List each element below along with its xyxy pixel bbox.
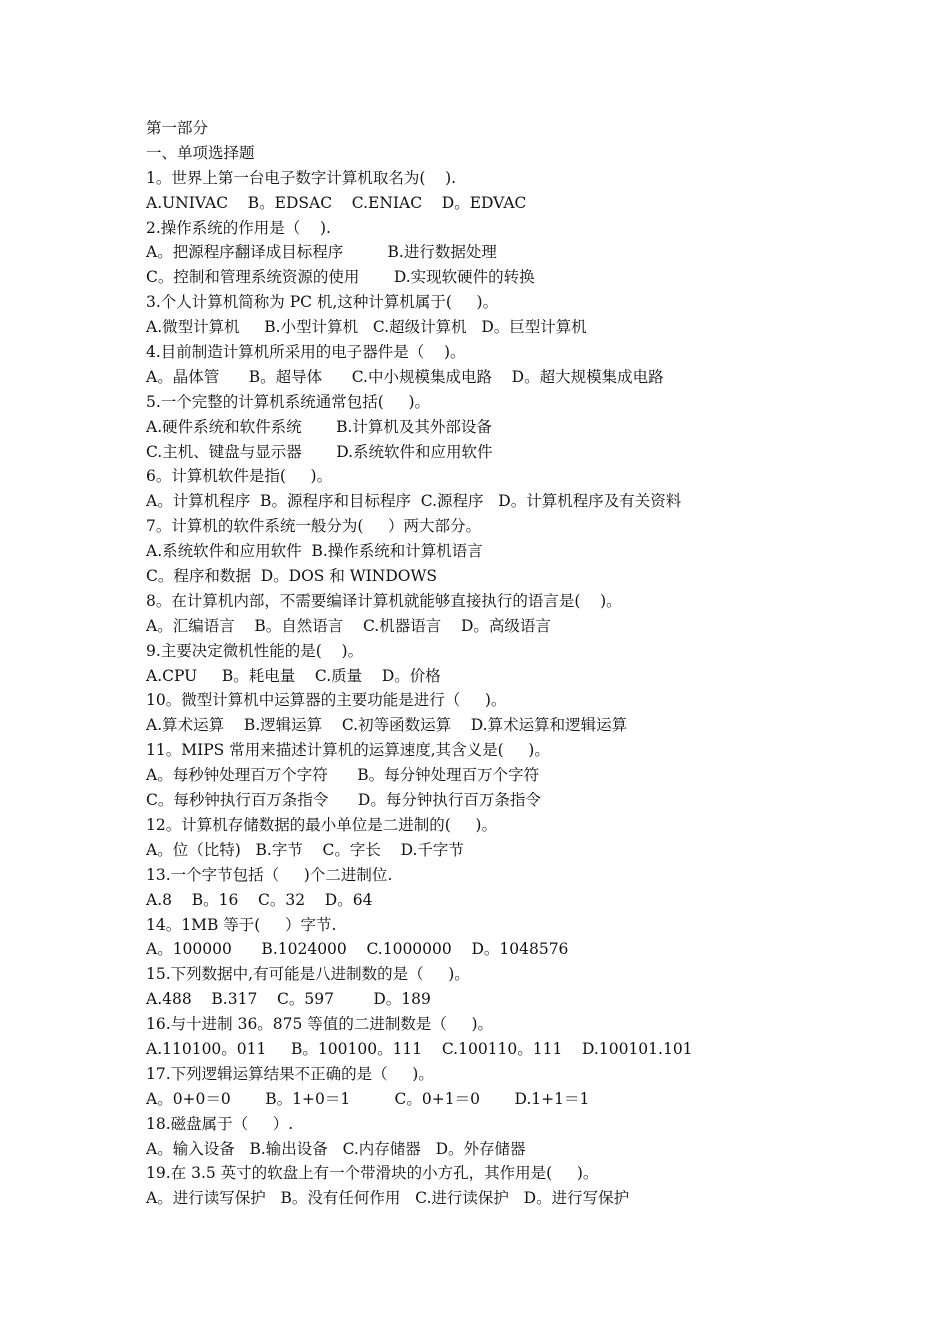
document-page xyxy=(146,116,906,1211)
answer-options-line: A。输入设备 B.输出设备 C.内存储器 D。外存储器 xyxy=(146,1139,526,1158)
answer-options-line: A.8 B。16 C。32 D。64 xyxy=(146,890,373,909)
answer-options-line: A.算术运算 B.逻辑运算 C.初等函数运算 D.算术运算和逻辑运算 xyxy=(146,716,628,735)
question-line: 7。计算机的软件系统一般分为( ）两大部分。 xyxy=(146,517,482,536)
answer-options-line: A。每秒钟处理百万个字符 B。每分钟处理百万个字符 xyxy=(146,766,540,785)
question-line: 10。微型计算机中运算器的主要功能是进行（ )。 xyxy=(146,691,507,710)
question-line: 2.操作系统的作用是（ ). xyxy=(146,218,331,237)
question-line: 1。世界上第一台电子数字计算机取名为( ). xyxy=(146,168,457,187)
answer-options-line: A。汇编语言 B。自然语言 C.机器语言 D。高级语言 xyxy=(146,616,551,635)
question-line: 14。1MB 等于( ）字节. xyxy=(146,915,337,934)
answer-options-line: C。每秒钟执行百万条指令 D。每分钟执行百万条指令 xyxy=(146,791,541,810)
answer-options-line: C。控制和管理系统资源的使用 D.实现软硬件的转换 xyxy=(146,268,535,287)
answer-options-line: A.硬件系统和软件系统 B.计算机及其外部设备 xyxy=(146,417,492,436)
question-line: 4.目前制造计算机所采用的电子器件是（ )。 xyxy=(146,343,466,362)
subsection-title: 一、单项选择题 xyxy=(146,143,255,162)
answer-options-line: A.UNIVAC B。EDSAC C.ENIAC D。EDVAC xyxy=(146,193,527,212)
question-line: 6。计算机软件是指( )。 xyxy=(146,467,333,486)
question-line: 8。在计算机内部，不需要编译计算机就能够直接执行的语言是( )。 xyxy=(146,591,622,610)
answer-options-line: A。100000 B.1024000 C.1000000 D。1048576 xyxy=(146,940,569,959)
answer-options-line: A.110100。011 B。100100。111 C.100110。111 D.100101.101 xyxy=(146,1039,693,1058)
answer-options-line: A。位（比特) B.字节 C。字长 D.千字节 xyxy=(146,840,464,859)
question-line: 19.在 3.5 英寸的软盘上有一个带滑块的小方孔，其作用是( )。 xyxy=(146,1164,599,1183)
answer-options-line: A。0+0＝0 B。1+0＝1 C。0+1＝0 D.1+1＝1 xyxy=(146,1089,590,1108)
question-line: 3.个人计算机简称为 PC 机,这种计算机属于( )。 xyxy=(146,293,499,312)
answer-options-line: A。进行读写保护 B。没有任何作用 C.进行读保护 D。进行写保护 xyxy=(146,1189,630,1208)
question-line: 11。MIPS 常用来描述计算机的运算速度,其含义是( )。 xyxy=(146,741,550,760)
question-line: 18.磁盘属于（ ）. xyxy=(146,1114,294,1133)
answer-options-line: A.CPU B。耗电量 C.质量 D。价格 xyxy=(146,666,441,685)
question-line: 13.一个字节包括（ )个二进制位. xyxy=(146,865,393,884)
question-line: 15.下列数据中,有可能是八进制数的是（ )。 xyxy=(146,965,470,984)
section-title: 第一部分 xyxy=(146,119,209,137)
answer-options-line: A。把源程序翻译成目标程序 B.进行数据处理 xyxy=(146,243,497,262)
question-line: 17.下列逻辑运算结果不正确的是（ )。 xyxy=(146,1064,434,1083)
answer-options-line: A。计算机程序 B。源程序和目标程序 C.源程序 D。计算机程序及有关资料 xyxy=(146,492,682,511)
answer-options-line: A.系统软件和应用软件 B.操作系统和计算机语言 xyxy=(146,542,483,561)
answer-options-line: C.主机、键盘与显示器 D.系统软件和应用软件 xyxy=(146,442,493,461)
question-line: 12。计算机存储数据的最小单位是二进制的( )。 xyxy=(146,815,497,834)
question-line: 9.主要决定微机性能的是( )。 xyxy=(146,641,364,660)
question-line: 16.与十进制 36。875 等值的二进制数是（ )。 xyxy=(146,1015,493,1034)
question-list xyxy=(146,166,906,1211)
answer-options-line: A。晶体管 B。超导体 C.中小规模集成电路 D。超大规模集成电路 xyxy=(146,367,664,386)
question-line: 5.一个完整的计算机系统通常包括( )。 xyxy=(146,392,431,411)
answer-options-line: A.微型计算机 B.小型计算机 C.超级计算机 D。巨型计算机 xyxy=(146,318,587,337)
answer-options-line: C。程序和数据 D。DOS 和 WINDOWS xyxy=(146,567,438,586)
answer-options-line: A.488 B.317 C。597 D。189 xyxy=(146,990,431,1009)
